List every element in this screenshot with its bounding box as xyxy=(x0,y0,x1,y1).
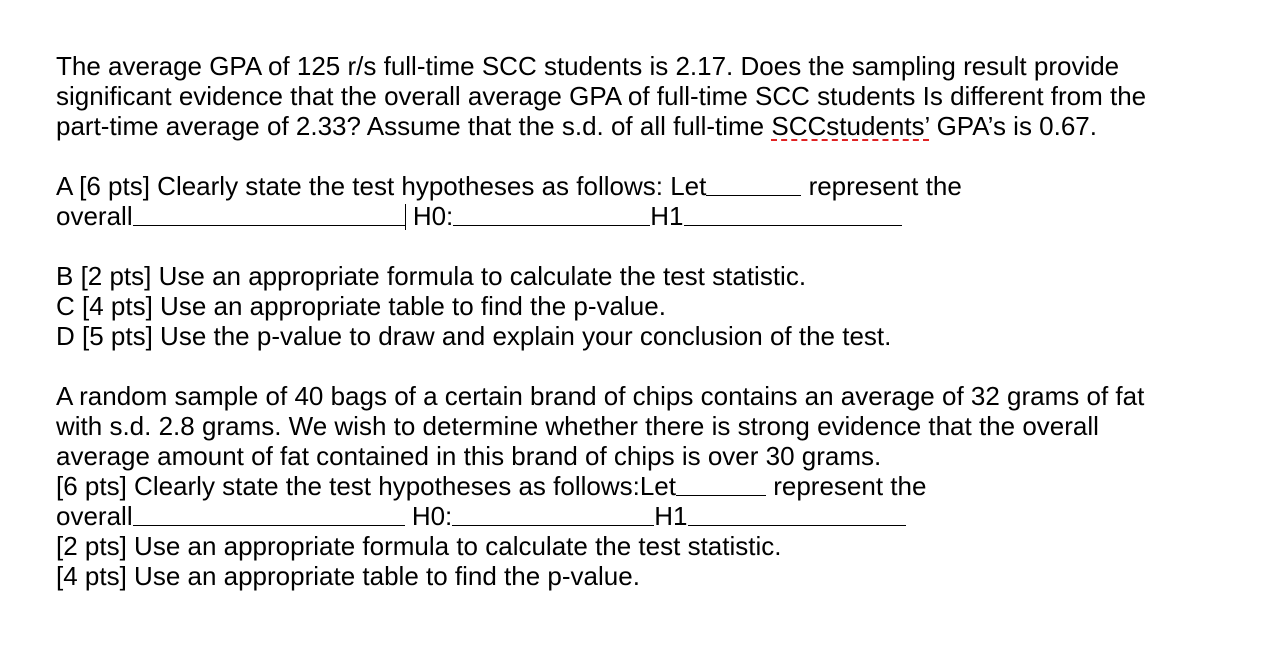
problem1-text-1: The average GPA of 125 r/s full-time SCC students is 2.17. Does the sampling result provide xyxy=(56,51,1120,81)
problem2-represent: represent the xyxy=(766,471,927,501)
problem2-hyp-prefix: [6 pts] Clearly state the test hypotheses as follows:Let xyxy=(56,471,676,501)
part-d: D [5 pts] Use the p-value to draw and explain your conclusion of the test. xyxy=(56,321,892,351)
problem2-h0: H0: xyxy=(404,501,453,531)
problem2-hyp-line1 xyxy=(56,471,1256,501)
problem1-text-3b: GPA’s is 0.67. xyxy=(929,111,1097,141)
h0-blank-2[interactable] xyxy=(452,503,654,526)
problem1-text-2: significant evidence that the overall average GPA of full-time SCC students Is different from the xyxy=(56,81,1147,111)
problem2-statistic: [2 pts] Use an appropriate formula to calculate the test statistic. xyxy=(56,531,782,561)
problem2-pvalue: [4 pts] Use an appropriate table to find the p-value. xyxy=(56,561,640,591)
problem2-line2: with s.d. 2.8 grams. We wish to determine whether there is strong evidence that the overall xyxy=(56,411,1099,441)
part-a-line2 xyxy=(56,201,1256,231)
problem1-line3 xyxy=(56,111,1256,141)
overall-blank-2[interactable] xyxy=(133,503,405,526)
problem2-overall: overall xyxy=(56,501,133,531)
part-a-h1: H1 xyxy=(650,201,684,231)
let-blank-2[interactable] xyxy=(676,473,766,496)
problem1-line2 xyxy=(56,81,1256,111)
overall-blank[interactable] xyxy=(133,203,405,226)
part-a-overall: overall xyxy=(56,201,133,231)
h0-blank[interactable] xyxy=(453,203,650,226)
problem1-text-3a: part-time average of 2.33? Assume that the s.d. of all full-time xyxy=(56,111,772,141)
problem2-hyp-line2 xyxy=(56,501,1256,531)
part-c: C [4 pts] Use an appropriate table to find the p-value. xyxy=(56,291,666,321)
problem2-line3: average amount of fat contained in this brand of chips is over 30 grams. xyxy=(56,441,882,471)
part-a-h0: H0: xyxy=(405,201,454,231)
problem1-line1 xyxy=(56,51,1256,81)
problem2-line1: A random sample of 40 bags of a certain brand of chips contains an average of 32 grams of fat xyxy=(56,381,1145,411)
misspelled-word[interactable]: SCCstudents’ xyxy=(771,111,930,141)
spacer xyxy=(56,141,1256,171)
h1-blank-2[interactable] xyxy=(688,503,906,526)
h1-blank[interactable] xyxy=(684,203,902,226)
let-blank[interactable] xyxy=(706,173,801,196)
part-b: B [2 pts] Use an appropriate formula to calculate the test statistic. xyxy=(56,261,807,291)
part-a-line1 xyxy=(56,171,1256,201)
spacer xyxy=(56,231,1256,261)
part-a-prefix: A [6 pts] Clearly state the test hypotheses as follows: Let xyxy=(56,171,707,201)
spacer xyxy=(56,351,1256,381)
part-a-represent: represent the xyxy=(801,171,962,201)
document-page xyxy=(56,51,1256,591)
problem2-h1: H1 xyxy=(654,501,688,531)
